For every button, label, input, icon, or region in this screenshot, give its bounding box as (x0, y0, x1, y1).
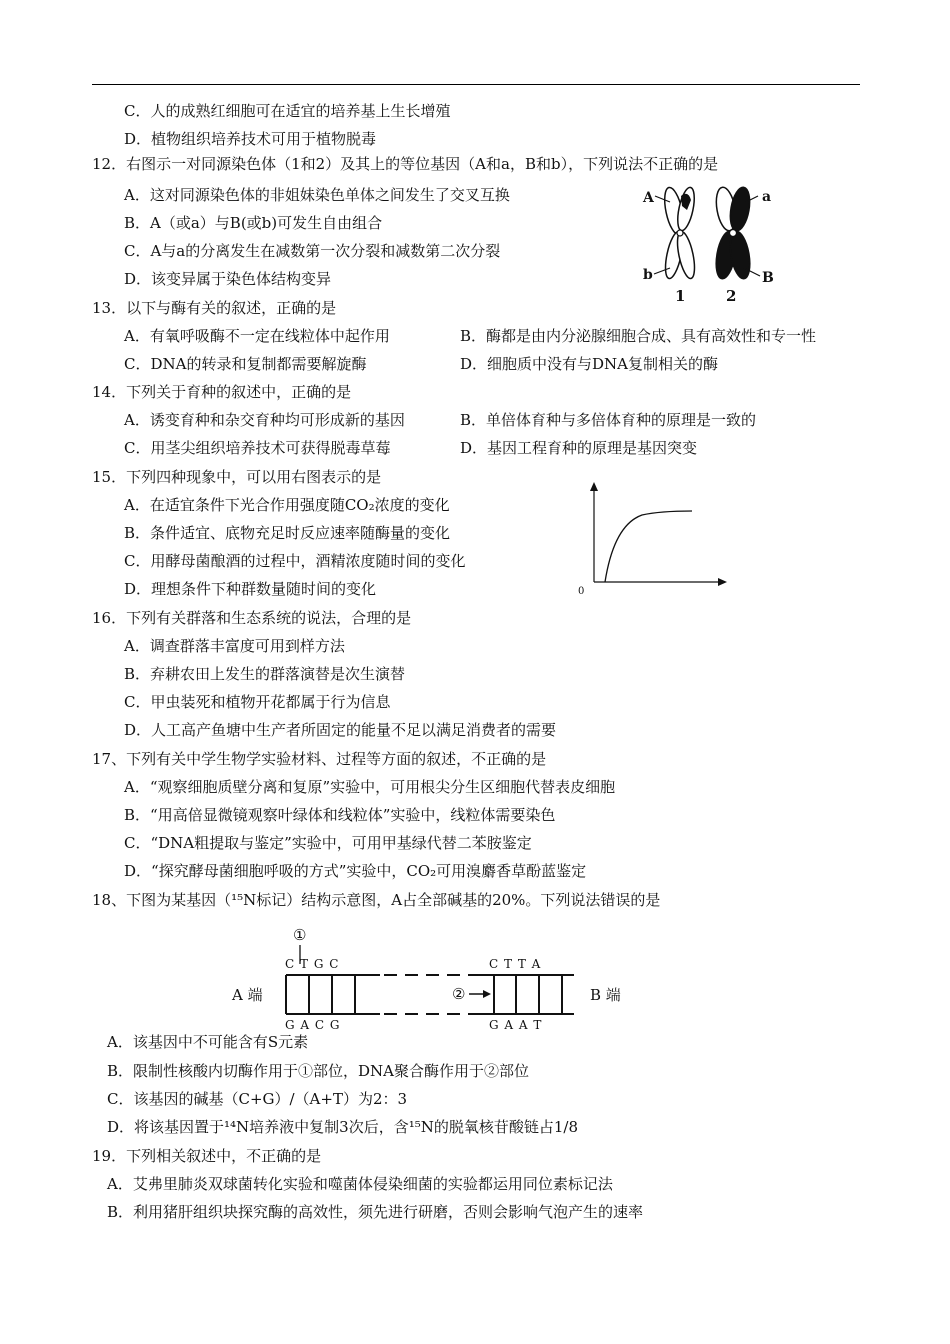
marker-2: ② (452, 985, 466, 1003)
q15-option-d: D．理想条件下种群数量随时间的变化 (124, 580, 377, 598)
chromosome-1-label: 1 (675, 287, 686, 305)
gene-B-label: B (762, 270, 774, 286)
bottom-left-sequence: G A C G (285, 1018, 341, 1032)
q16-option-d: D．人工高产鱼塘中生产者所固定的能量不足以满足消费者的需要 (124, 721, 557, 739)
q12-option-a: A．这对同源染色体的非姐妹染色单体之间发生了交叉互换 (124, 186, 510, 204)
q14-option-a: A．诱变育种和杂交育种均可形成新的基因 (124, 411, 405, 429)
y-axis-arrow-icon (590, 482, 598, 491)
q15-option-a: A．在适宜条件下光合作用强度随CO₂浓度的变化 (124, 496, 450, 514)
gene-A-label: A (643, 190, 654, 206)
q12-stem: 12．右图示一对同源染色体（1和2）及其上的等位基因（A和a，B和b），下列说法不正确的是 (92, 155, 719, 173)
q14-option-c: C．用茎尖组织培养技术可获得脱毒草莓 (124, 439, 391, 457)
dna-structure-figure (222, 922, 642, 1034)
q16-option-b: B．弃耕农田上发生的群落演替是次生演替 (124, 665, 406, 683)
q18-option-c: C．该基因的碱基（C+G）/（A+T）为2：3 (107, 1090, 408, 1108)
q12-option-d: D．该变异属于染色体结构变异 (124, 270, 332, 288)
gene-a-label: a (762, 189, 772, 205)
q13-option-c: C．DNA的转录和复制都需要解旋酶 (124, 355, 367, 373)
q18-stem: 18、下图为某基因（¹⁵N标记）结构示意图，A占全部碱基的20%。下列说法错误的是 (92, 891, 661, 909)
q17-option-c: C．“DNA粗提取与鉴定”实验中，可用甲基绿代替二苯胺鉴定 (124, 834, 532, 852)
curve (605, 511, 692, 582)
q16-stem: 16．下列有关群落和生态系统的说法，合理的是 (92, 609, 412, 627)
marker-1: ① (293, 926, 307, 944)
q12-option-c: C．A与a的分离发生在减数第一次分裂和减数第二次分裂 (124, 242, 501, 260)
q12-option-b: B．A（或a）与B(或b)可发生自由组合 (124, 214, 383, 232)
top-left-sequence: C T G C (285, 957, 340, 971)
q17-option-d: D．“探究酵母菌细胞呼吸的方式”实验中，CO₂可用溴麝香草酚蓝鉴定 (124, 862, 587, 880)
q15-option-c: C．用酵母菌酿酒的过程中，酒精浓度随时间的变化 (124, 552, 466, 570)
q15-stem: 15．下列四种现象中，可以用右图表示的是 (92, 468, 382, 486)
q18-option-a: A．该基因中不可能含有S元素 (107, 1033, 309, 1051)
q19-option-b: B．利用猪肝组织块探究酶的高效性，须先进行研磨，否则会影响气泡产生的速率 (107, 1203, 644, 1221)
q14-option-d: D．基因工程育种的原理是基因突变 (460, 439, 698, 457)
b-end-label: B 端 (590, 986, 621, 1004)
q13-option-b: B．酶都是由内分泌腺细胞合成、具有高效性和专一性 (460, 327, 817, 345)
q11-option-c: C．人的成熟红细胞可在适宜的培养基上生长增殖 (124, 102, 451, 120)
q11-option-d: D．植物组织培养技术可用于植物脱毒 (124, 130, 377, 148)
bottom-right-sequence: G A A T (489, 1018, 543, 1032)
arrow-icon (483, 990, 491, 998)
q16-option-c: C．甲虫装死和植物开花都属于行为信息 (124, 693, 391, 711)
chromosome-2-label: 2 (726, 287, 737, 305)
chromosome-figure (636, 184, 786, 306)
q16-option-a: A．调查群落丰富度可用到样方法 (124, 637, 345, 655)
top-right-sequence: C T T A (489, 957, 542, 971)
q15-option-b: B．条件适宜、底物充足时反应速率随酶量的变化 (124, 524, 451, 542)
chromosome-2 (713, 186, 753, 280)
q17-stem: 17、下列有关中学生物学实验材料、过程等方面的叙述，不正确的是 (92, 750, 547, 768)
q14-option-b: B．单倍体育种与多倍体育种的原理是一致的 (460, 411, 757, 429)
x-axis-arrow-icon (718, 578, 727, 586)
q17-option-a: A．“观察细胞质壁分离和复原”实验中，可用根尖分生区细胞代替表皮细胞 (124, 778, 616, 796)
q18-option-b: B．限制性核酸内切酶作用于①部位，DNA聚合酶作用于②部位 (107, 1062, 530, 1080)
q13-stem: 13．以下与酶有关的叙述，正确的是 (92, 299, 337, 317)
q13-option-a: A．有氧呼吸酶不一定在线粒体中起作用 (124, 327, 390, 345)
saturation-curve-graph (572, 480, 732, 598)
origin-label: 0 (578, 586, 585, 597)
q19-option-a: A．艾弗里肺炎双球菌转化实验和噬菌体侵染细菌的实验都运用同位素标记法 (107, 1175, 613, 1193)
gene-b-label: b (643, 267, 653, 283)
chromosome-1 (661, 186, 698, 280)
a-end-label: A 端 (232, 986, 263, 1004)
q14-stem: 14．下列关于育种的叙述中，正确的是 (92, 383, 352, 401)
header-rule (92, 84, 860, 85)
q19-stem: 19．下列相关叙述中，不正确的是 (92, 1147, 322, 1165)
q17-option-b: B．“用高倍显微镜观察叶绿体和线粒体”实验中，线粒体需要染色 (124, 806, 556, 824)
q18-option-d: D．将该基因置于¹⁴N培养液中复制3次后，含¹⁵N的脱氧核苷酸链占1/8 (107, 1118, 579, 1136)
q13-option-d: D．细胞质中没有与DNA复制相关的酶 (460, 355, 719, 373)
